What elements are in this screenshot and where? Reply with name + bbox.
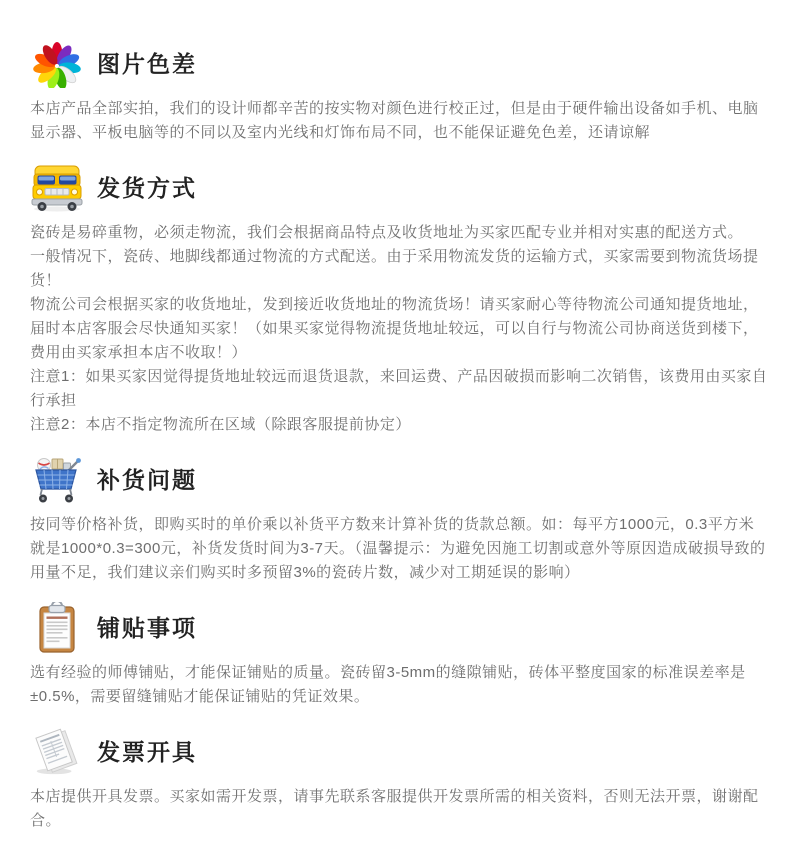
- paragraph: 物流公司会根据买家的收货地址，发到接近收货地址的物流货场！请买家耐心等待物流公司通知提货地址，届时本店客服会尽快通知买家！（如果买家觉得物流提货地址较远，可以自行与物流公司协商送货到楼下，费用由买家承担本店不收取！）: [30, 296, 759, 361]
- clipboard-icon: [30, 602, 84, 654]
- section-invoice: [30, 726, 768, 833]
- section-shipping-method: [30, 162, 768, 437]
- section-header: [30, 162, 768, 214]
- section-body: [30, 513, 768, 585]
- paragraph: 瓷砖是易碎重物，必须走物流，我们会根据商品特点及收货地址为买家匹配专业并相对实惠的配送方式。: [30, 224, 744, 241]
- flower-icon: [30, 38, 84, 90]
- section-header: [30, 454, 768, 506]
- section-tiling-notes: [30, 602, 768, 709]
- section-body: [30, 221, 768, 437]
- section-color-difference: [30, 38, 768, 145]
- section-title: 发货方式: [97, 174, 197, 201]
- paragraph: 按同等价格补货，即购买时的单价乘以补货平方数来计算补货的货款总额。如：每平方1000元，0.3平方米就是1000*0.3=300元，补货发货时间为3-7天。（温馨提示：为避免因施工切割或意外等原因造成破损导致的用量不足，我们建议亲们购买时多预留3%的瓷砖片数，减少对工期延误的影响）: [30, 516, 766, 581]
- section-header: [30, 602, 768, 654]
- invoice-icon: [30, 726, 84, 778]
- paragraph: 注意1：如果买家因觉得提货地址较远而退货退款，来回运费、产品因破损而影响二次销售，该费用由买家自行承担: [30, 368, 768, 409]
- section-title: 发票开具: [97, 738, 197, 765]
- section-title: 铺贴事项: [97, 614, 197, 641]
- paragraph: 选有经验的师傅铺贴，才能保证铺贴的质量。瓷砖留3-5mm的缝隙铺贴，砖体平整度国家的标准误差率是±0.5%，需要留缝铺贴才能保证铺贴的凭证效果。: [30, 664, 746, 705]
- paragraph: 注意2：本店不指定物流所在区域（除跟客服提前协定）: [30, 416, 411, 433]
- section-title: 补货问题: [97, 466, 197, 493]
- paragraph: 一般情况下，瓷砖、地脚线都通过物流的方式配送。由于采用物流发货的运输方式，买家需要到物流货场提货！: [30, 248, 759, 289]
- truck-icon: [30, 162, 84, 214]
- section-title: 图片色差: [97, 50, 197, 77]
- shopping-cart-icon: [30, 454, 84, 506]
- section-body: [30, 97, 768, 145]
- paragraph: 本店产品全部实拍，我们的设计师都辛苦的按实物对颜色进行校正过，但是由于硬件输出设备如手机、电脑显示器、平板电脑等的不同以及室内光线和灯饰布局不同，也不能保证避免色差，还请谅解: [30, 100, 759, 141]
- section-restock: [30, 454, 768, 585]
- paragraph: 本店提供开具发票。买家如需开发票，请事先联系客服提供开发票所需的相关资料，否则无法开票，谢谢配合。: [30, 788, 759, 829]
- section-header: [30, 726, 768, 778]
- section-header: [30, 38, 768, 90]
- section-body: [30, 785, 768, 833]
